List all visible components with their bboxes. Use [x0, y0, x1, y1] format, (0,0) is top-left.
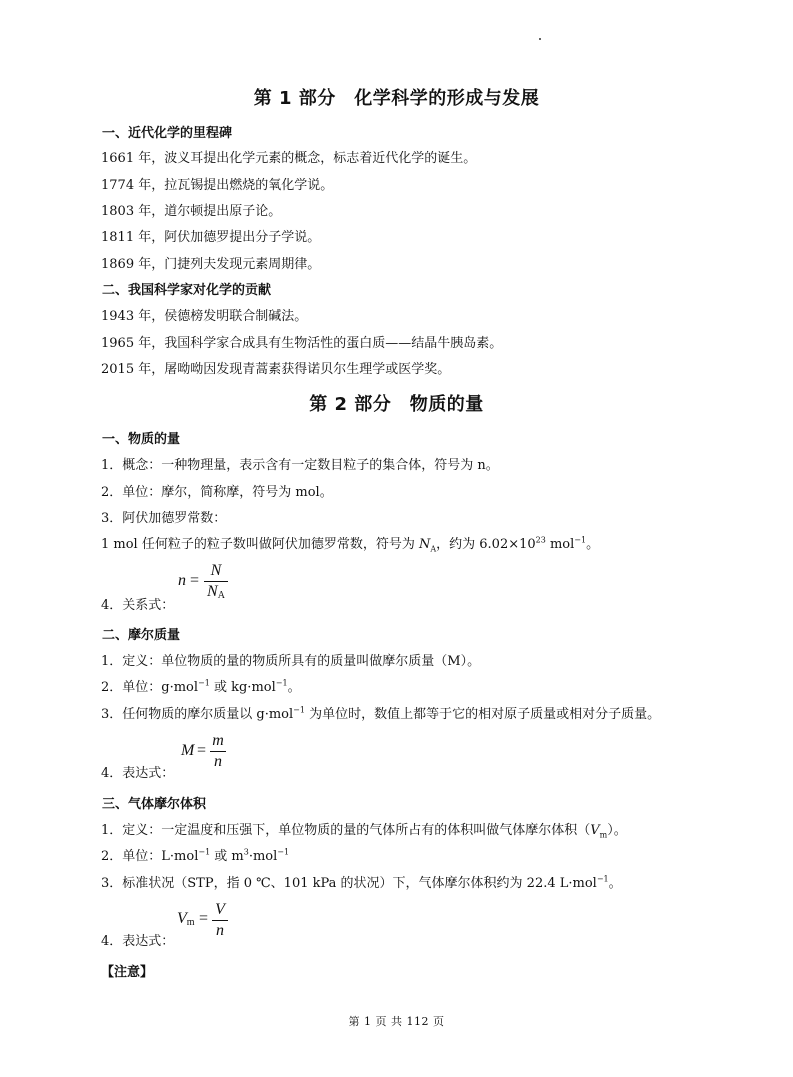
symbol: N [207, 583, 218, 600]
superscript: 23 [535, 535, 546, 545]
text-span: ，约为 6.02×10 [436, 537, 536, 552]
text-line: 1774 年，拉瓦锡提出燃烧的氧化学说。 [101, 178, 334, 193]
symbol: N [418, 537, 431, 552]
text-span: 3．标准状况（STP，指 0 ℃、101 kPa 的状况）下，气体摩尔体积约为 22.4 L·mol [101, 876, 597, 891]
superscript: −1 [198, 678, 210, 688]
text-span: 。 [608, 876, 622, 891]
subscript: m [186, 917, 195, 928]
note-heading: 【注意】 [101, 965, 154, 980]
numerator: N [210, 562, 222, 579]
text-line: 1．概念：一种物理量，表示含有一定数目粒子的集合体，符号为 n。 [101, 458, 499, 473]
superscript: −1 [574, 535, 587, 545]
text-line: 4．关系式： [101, 598, 175, 613]
text-line: 1943 年，侯德榜发明联合制碱法。 [101, 309, 308, 324]
text-span: 为单位时，数值上都等于它的相对原子质量或相对分子质量。 [304, 707, 661, 722]
text-span: 或 kg·mol [209, 680, 276, 695]
text-span: ）。 [607, 823, 627, 838]
numerator: V [215, 901, 225, 918]
text-line: 1965 年，我国科学家合成具有生物活性的蛋白质——结晶牛胰岛素。 [101, 336, 503, 351]
text-span: 2．单位：g·mol [101, 680, 199, 695]
text-line: 4．表达式： [101, 934, 175, 949]
formula-lhs: n [178, 572, 186, 589]
subscript: A [430, 544, 437, 554]
subscript: m [599, 830, 608, 840]
text-line: 1661 年，波义耳提出化学元素的概念，标志着近代化学的诞生。 [101, 151, 477, 166]
unit-line [101, 676, 301, 695]
symbol: V [177, 910, 187, 927]
formula-lhs: M [181, 742, 195, 759]
text-span: 。 [287, 680, 301, 695]
denominator [204, 583, 228, 601]
part1-title: 第 1 部分 化学科学的形成与发展 [253, 88, 540, 109]
text-span: 2．单位：L·mol [101, 849, 199, 864]
text-line: 1811 年，阿伏加德罗提出分子学说。 [101, 230, 321, 245]
fraction [204, 562, 228, 601]
page-footer: 第 1 页 共 112 页 [348, 1015, 445, 1028]
fraction-bar [212, 920, 228, 921]
part1-section1-heading: 一、近代化学的里程碑 [102, 126, 233, 141]
denominator: n [214, 753, 222, 770]
unit-line [101, 845, 289, 864]
text-span: 。 [586, 537, 600, 552]
superscript: 3 [243, 847, 249, 857]
subscript: A [217, 590, 225, 601]
equals-sign: = [199, 910, 209, 927]
text-line: 2015 年，屠呦呦因发现青蒿素获得诺贝尔生理学或医学奖。 [101, 362, 451, 377]
text-line: 3．阿伏加德罗常数： [101, 511, 227, 526]
part2-section2-heading: 二、摩尔质量 [102, 628, 181, 643]
fraction-bar [210, 751, 226, 752]
text-line: 1869 年，门捷列夫发现元素周期律。 [101, 257, 321, 272]
text-span: 1 mol 任何粒子的粒子数叫做阿伏加德罗常数，符号为 [101, 537, 419, 552]
text-line: 1803 年，道尔顿提出原子论。 [101, 204, 282, 219]
superscript: −1 [275, 678, 288, 688]
text-line: 2．单位：摩尔，简称摩，符号为 mol。 [101, 485, 333, 500]
part1-section2-heading: 二、我国科学家对化学的贡献 [102, 283, 272, 298]
equals-sign: = [197, 742, 207, 759]
part2-title: 第 2 部分 物质的量 [309, 394, 484, 415]
text-span: 3．任何物质的摩尔质量以 g·mol [101, 707, 294, 722]
formula-lhs [177, 910, 195, 928]
text-line [101, 872, 622, 891]
denominator: n [216, 922, 224, 939]
text-line [101, 819, 627, 840]
text-span: 1．定义：一定温度和压强下，单位物质的量的气体所占有的体积叫做气体摩尔体积（ [101, 823, 591, 838]
part2-section1-heading: 一、物质的量 [102, 432, 181, 447]
text-span: mol [545, 537, 575, 552]
superscript: −1 [293, 705, 305, 715]
text-span: 或 m [210, 849, 244, 864]
superscript: −1 [277, 847, 290, 857]
corner-dot [539, 38, 541, 40]
avogadro-line [101, 533, 599, 554]
symbol: V [590, 823, 600, 838]
numerator: m [212, 732, 224, 749]
fraction [212, 901, 228, 940]
text-line [101, 703, 660, 722]
superscript: −1 [198, 847, 211, 857]
part2-section3-heading: 三、气体摩尔体积 [102, 797, 207, 812]
text-line: 4．表达式： [101, 766, 175, 781]
superscript: −1 [596, 874, 609, 884]
fraction-bar [204, 581, 228, 582]
equals-sign: = [190, 572, 200, 589]
text-span: ·mol [248, 849, 278, 864]
text-line: 1．定义：单位物质的量的物质所具有的质量叫做摩尔质量（M）。 [101, 654, 481, 669]
fraction [210, 732, 226, 771]
